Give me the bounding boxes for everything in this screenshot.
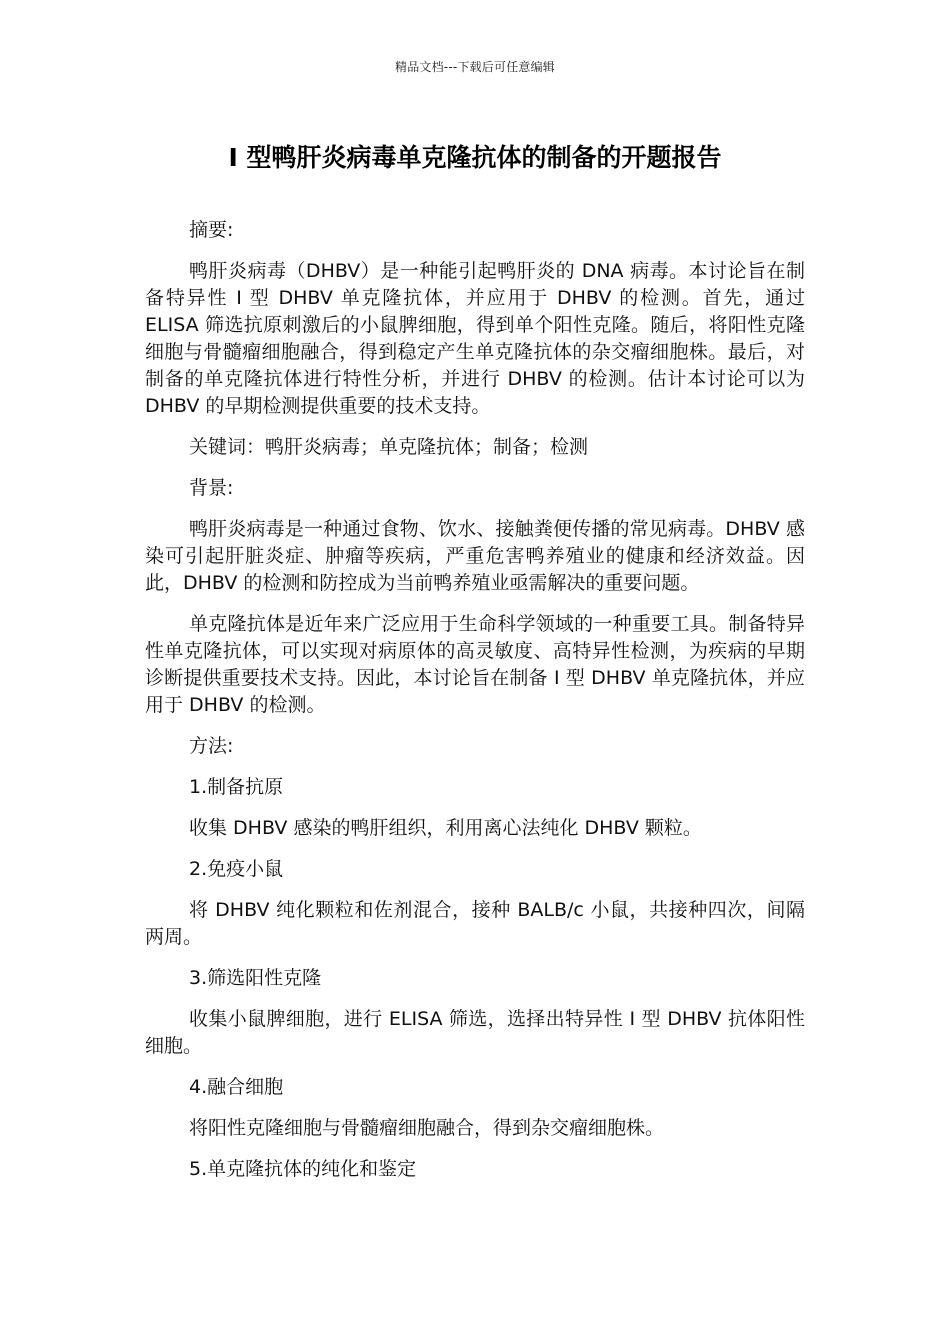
header-note: 精品文档---下载后可任意编辑 — [395, 60, 555, 74]
method-step-heading: 3.筛选阳性克隆 — [189, 967, 322, 989]
background-paragraph: 鸭肝炎病毒是一种通过食物、饮水、接触粪便传播的常见病毒。DHBV 感染可引起肝脏炎症、肿瘤等疾病，严重危害鸭养殖业的健康和经济效益。因此，DHBV 的检测和防控成为当前鸭养殖业亟需解决的重要问题。 — [145, 518, 805, 594]
background-label: 背景: — [189, 477, 234, 499]
method-step-text: 将 DHBV 纯化颗粒和佐剂混合，接种 BALB/c 小鼠，共接种四次，间隔两周。 — [145, 899, 805, 948]
method-step-heading: 4.融合细胞 — [189, 1076, 284, 1098]
method-step-text: 将阳性克隆细胞与骨髓瘤细胞融合，得到杂交瘤细胞株。 — [189, 1117, 665, 1139]
document-body — [145, 217, 805, 1197]
method-step-heading: 5.单克隆抗体的纯化和鉴定 — [189, 1158, 417, 1180]
method-step-text: 收集 DHBV 感染的鸭肝组织，利用离心法纯化 DHBV 颗粒。 — [189, 817, 702, 839]
method-step-text: 收集小鼠脾细胞，进行 ELISA 筛选，选择出特异性 I 型 DHBV 抗体阳性细胞。 — [145, 1008, 805, 1057]
method-step-heading: 2.免疫小鼠 — [189, 858, 284, 880]
keywords: 关键词：鸭肝炎病毒；单克隆抗体；制备；检测 — [189, 436, 589, 458]
method-step-heading: 1.制备抗原 — [189, 776, 284, 798]
methods-label: 方法: — [189, 735, 234, 757]
abstract-text: 鸭肝炎病毒（DHBV）是一种能引起鸭肝炎的 DNA 病毒。本讨论旨在制备特异性 I 型 DHBV 单克隆抗体，并应用于 DHBV 的检测。首先，通过 ELISA 筛选抗原刺激后的小鼠脾细胞，得到单个阳性克隆。随后，将阳性克隆细胞与骨髓瘤细胞融合，得到稳定产生单克隆抗体的杂交瘤细胞株。最后，对制备的单克隆抗体进行特性分析，并进行 DHBV 的检测。估计本讨论可以为 DHBV 的早期检测提供重要的技术支持。 — [145, 260, 805, 417]
document-title: I 型鸭肝炎病毒单克隆抗体的制备的开题报告 — [228, 143, 722, 172]
background-paragraph: 单克隆抗体是近年来广泛应用于生命科学领域的一种重要工具。制备特异性单克隆抗体，可以实现对病原体的高灵敏度、高特异性检测，为疾病的早期诊断提供重要技术支持。因此，本讨论旨在制备 I 型 DHBV 单克隆抗体，并应用于 DHBV 的检测。 — [145, 613, 805, 716]
abstract-label: 摘要: — [189, 219, 234, 241]
